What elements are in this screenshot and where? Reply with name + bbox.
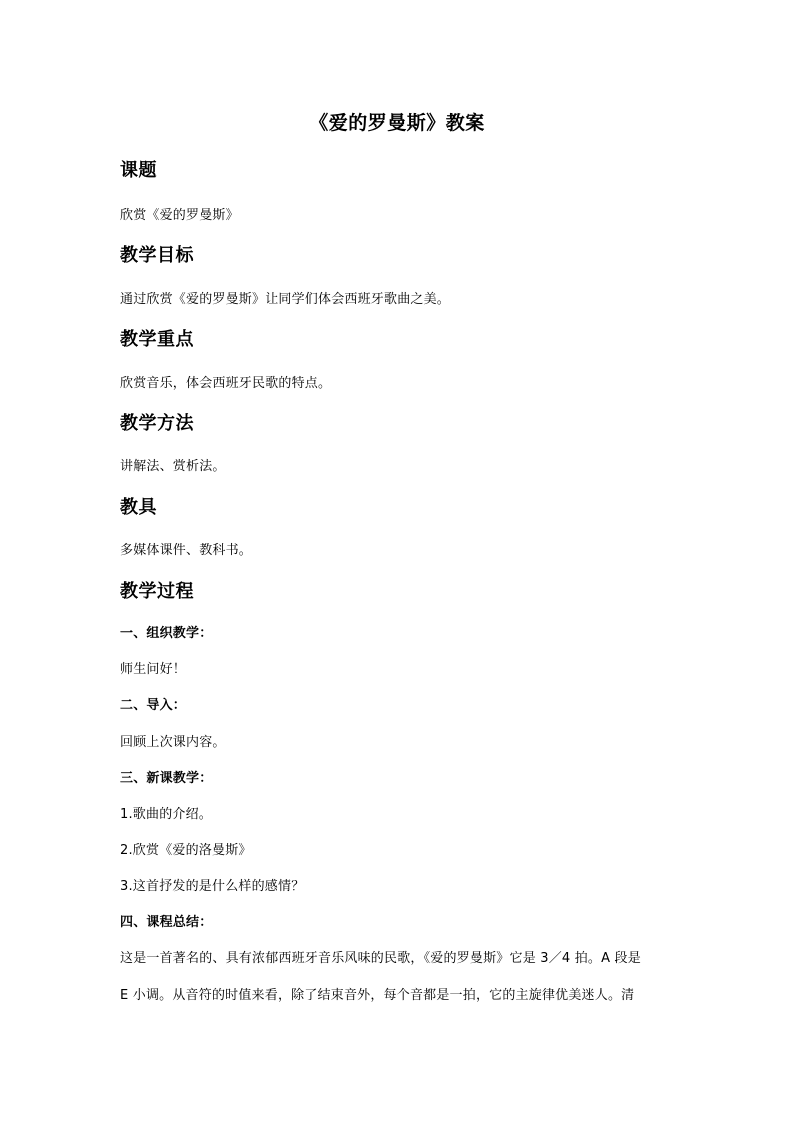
step3-item-1: 1.歌曲的介绍。: [120, 807, 213, 822]
heading-process: 教学过程: [120, 581, 194, 602]
heading-focus: 教学重点: [120, 329, 194, 350]
step3-item-2: 2.欣赏《爱的洛曼斯》: [120, 843, 252, 858]
step1-heading: 一、组织教学：: [120, 626, 213, 641]
document-title: 《爱的罗曼斯》教案: [309, 112, 485, 134]
summary-line-2: E 小调。从音符的时值来看，除了结束音外，每个音都是一拍，它的主旋律优美迷人。清: [120, 988, 635, 1003]
summary-line-1: 这是一首著名的、具有浓郁西班牙音乐风味的民歌，《爱的罗曼斯》它是 3／4 拍。A 段是: [120, 951, 641, 966]
tools-text: 多媒体课件、教科书。: [120, 543, 253, 558]
step3-heading: 三、新课教学：: [120, 771, 213, 786]
heading-method: 教学方法: [120, 413, 194, 434]
goal-text: 通过欣赏《爱的罗曼斯》让同学们体会西班牙歌曲之美。: [120, 292, 451, 307]
heading-tools: 教具: [120, 497, 157, 518]
topic-text: 欣赏《爱的罗曼斯》: [120, 208, 239, 223]
step3-item-3: 3.这首抒发的是什么样的感情？: [120, 879, 305, 894]
step4-heading: 四、课程总结：: [120, 915, 213, 930]
method-text: 讲解法、赏析法。: [120, 459, 226, 474]
step2-text: 回顾上次课内容。: [120, 735, 226, 750]
focus-text: 欣赏音乐，体会西班牙民歌的特点。: [120, 376, 332, 391]
heading-goal: 教学目标: [120, 245, 194, 266]
step1-text: 师生问好！: [120, 662, 187, 677]
heading-topic: 课题: [120, 160, 157, 181]
step2-heading: 二、导入：: [120, 698, 187, 713]
